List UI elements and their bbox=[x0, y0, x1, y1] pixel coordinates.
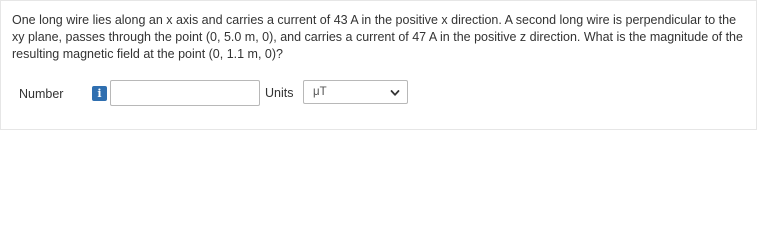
units-select[interactable] bbox=[303, 80, 408, 104]
units-selected-value: μT bbox=[313, 86, 327, 98]
chevron-down-icon bbox=[390, 88, 400, 98]
answer-row bbox=[19, 80, 327, 108]
question-text: One long wire lies along an x axis and carries a current of 43 A in the positive x direction. A second long wire is perpendicular to the xy plane, passes through the point (0, 5.0 m, 0), and carries a current of 47 A in the positive z direction. What is the magnitude of the resulting magnetic field at the point (0, 1.1 m, 0)? bbox=[12, 13, 743, 61]
number-input[interactable] bbox=[110, 80, 260, 106]
number-label: Number bbox=[19, 87, 64, 101]
units-label: Units bbox=[265, 86, 294, 100]
info-icon[interactable]: i bbox=[92, 86, 107, 101]
